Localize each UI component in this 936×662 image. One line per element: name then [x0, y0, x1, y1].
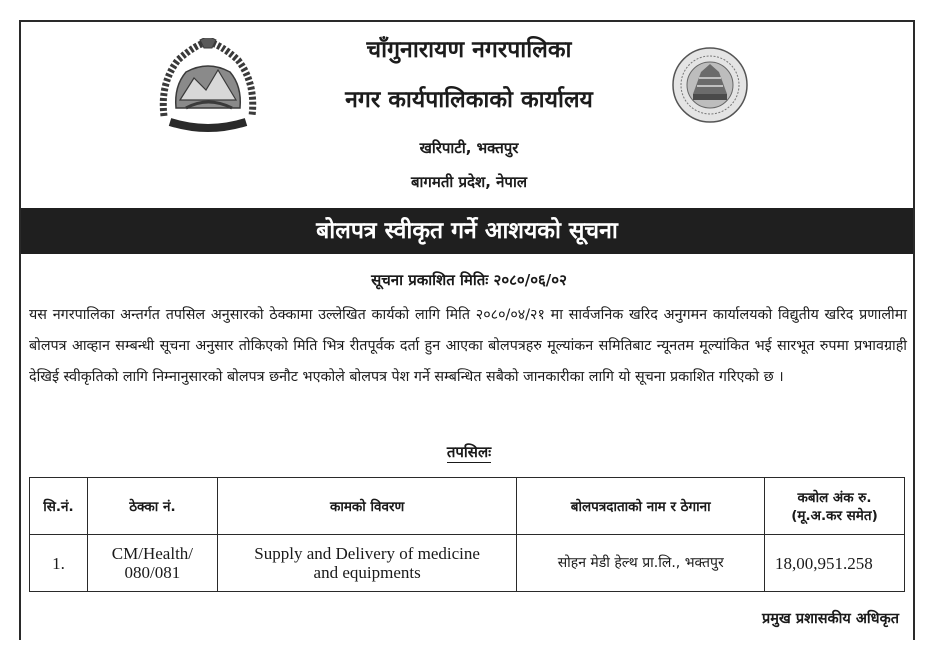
municipality-name: चाँगुनारायण नगरपालिका: [366, 37, 572, 63]
header-amount-line2: (मू.अ.कर समेत): [791, 508, 878, 524]
header-contract-no: ठेक्का नं.: [87, 478, 217, 535]
province-country: बागमती प्रदेश, नेपाल: [410, 173, 528, 191]
signatory-title: प्रमुख प्रशासकीय अधिकृत: [762, 611, 899, 627]
published-date: सूचना प्रकाशित मितिः २०८०/०६/०२: [371, 271, 567, 289]
header-description: कामको विवरण: [217, 478, 517, 535]
row-description: [217, 535, 517, 592]
row-bidder: सोहन मेडी हेल्थ प्रा.लि., भक्तपुर: [517, 535, 765, 592]
award-table: [29, 477, 905, 592]
header-amount-line1: कबोल अंक रु.: [797, 490, 872, 506]
row-contract-no: [87, 535, 217, 592]
contract-no-line2: 080/081: [124, 563, 181, 582]
notice-frame: [19, 20, 915, 640]
row-serial: 1.: [30, 535, 88, 592]
office-address: खरिपाटी, भक्तपुर: [419, 139, 519, 157]
table-row: [30, 535, 905, 592]
details-heading-text: तपसिलः: [446, 443, 492, 461]
description-line2: and equipments: [313, 563, 421, 582]
row-amount: 18,00,951.258: [765, 535, 905, 592]
header-amount: [765, 478, 905, 535]
header-serial: सि.नं.: [30, 478, 88, 535]
details-heading: [21, 442, 917, 462]
notice-title-banner: बोलपत्र स्वीकृत गर्ने आशयको सूचना: [21, 208, 913, 254]
contract-no-line1: CM/Health/: [111, 544, 194, 563]
office-name: नगर कार्यपालिकाको कार्यालय: [345, 87, 593, 113]
description-line1: Supply and Delivery of medicine: [254, 544, 480, 563]
header-bidder: बोलपत्रदाताको नाम र ठेगाना: [517, 478, 765, 535]
table-header-row: [30, 478, 905, 535]
notice-paragraph: यस नगरपालिका अन्तर्गत तपसिल अनुसारको ठेक्कामा उल्लेखित कार्यको लागि मिति २०८०/०४/२१ मा सार्वजनिक खरिद अनुगमन कार्यालयको विद्युतीय खरिद प्रणालीमा बोलपत्र आव्हान सम्बन्धी सूचना अनुसार तोकिएको मिति भित्र रीतपूर्वक दर्ता हुन आएका बोलपत्रहरु मूल्यांकन समितिबाट न्यूनतम मूल्यांकित भई सारभूत रुपमा प्रभावग्राही देखिई स्वीकृतिको लागि निम्नानुसारको बोलपत्र छनौट भएकोले बोलपत्र पेश गर्ने सम्बन्धित सबैको जानकारीका लागि यो सूचना प्रकाशित गरिएको छ ।: [29, 307, 907, 385]
